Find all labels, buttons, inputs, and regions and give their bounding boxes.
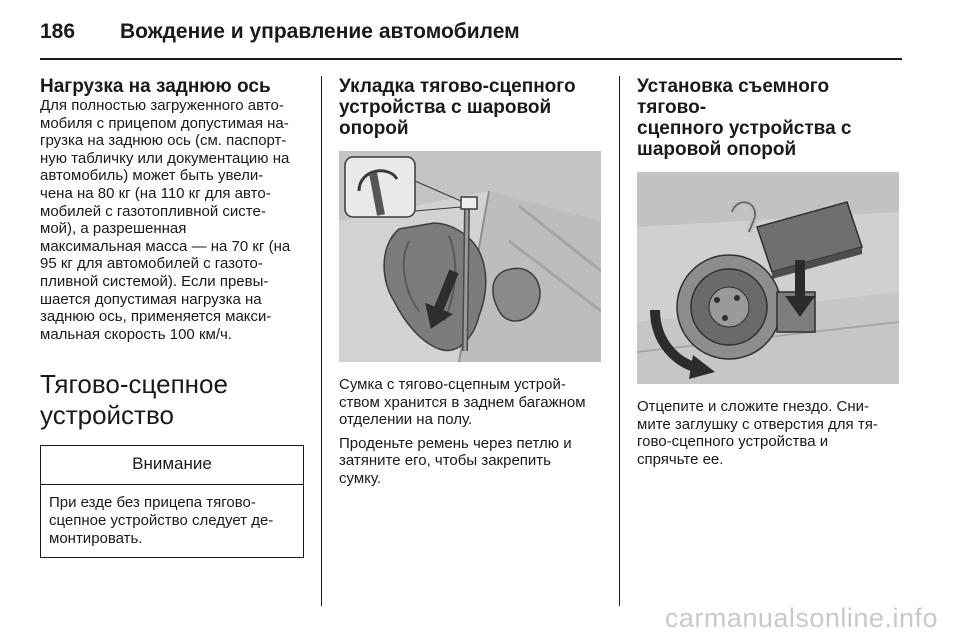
text-line: мобилей с газотопливной систе-	[40, 202, 266, 220]
socket-removal-illustration	[637, 172, 899, 384]
chapter-title-tow-bar	[40, 369, 306, 431]
text-line: заднюю ось, применяется макси-	[40, 308, 272, 326]
figure-caption-installation	[637, 398, 902, 468]
text-line: Проденьте ремень через петлю и	[339, 434, 572, 452]
text-line: сцепное устройство следует де-	[49, 511, 274, 529]
watermark: carmanualsonline.info	[664, 603, 938, 633]
text-line: гово-сцепного устройства и	[637, 433, 829, 451]
column-divider-1	[321, 76, 322, 606]
strap-instruction-paragraph	[339, 435, 607, 488]
text-line: сумку.	[339, 469, 382, 487]
text-line: максимальная масса — на 70 кг (на	[40, 237, 291, 255]
text-line: чена на 80 кг (на 110 кг для авто-	[40, 184, 271, 202]
title-line: устройство	[40, 400, 174, 431]
text-line: затяните его, чтобы закрепить	[339, 452, 551, 470]
text-line: ную табличку или документацию на	[40, 149, 290, 167]
column-3	[637, 76, 902, 468]
text-line: спрячьте ее.	[637, 450, 724, 468]
warning-title: Внимание	[41, 446, 303, 485]
running-title: Вождение и управление автомобилем	[120, 20, 520, 43]
warning-box	[40, 445, 304, 558]
text-line: При езде без прицепа тягово-	[49, 494, 256, 512]
column-divider-2	[619, 76, 620, 606]
section-title-rear-axle-load: Нагрузка на заднюю ось	[40, 76, 271, 97]
text-line: шается допустимая нагрузка на	[40, 290, 262, 308]
text-line: грузка на заднюю ось (см. паспорт-	[40, 132, 287, 150]
section-title-installation	[637, 76, 902, 160]
title-line: сцепного устройства с	[637, 118, 852, 139]
figure-caption-storage	[339, 376, 607, 429]
text-line: Отцепите и сложите гнездо. Сни-	[637, 398, 870, 415]
text-line: отделении на полу.	[339, 411, 473, 429]
section-title-storage	[339, 76, 607, 139]
figure-socket-removal	[637, 172, 902, 384]
title-line: устройства с шаровой опорой	[339, 97, 552, 139]
text-line: 95 кг для автомобилей с газото-	[40, 255, 263, 273]
text-line: мой), а разрешенная	[40, 220, 187, 238]
page-number: 186	[40, 20, 76, 43]
title-line: Укладка тягово-сцепного	[339, 76, 576, 97]
text-line: Сумка с тягово-сцепным устрой-	[339, 376, 566, 393]
text-line: пливной системой). Если превы-	[40, 272, 269, 290]
text-line: монтировать.	[49, 529, 143, 547]
column-1	[40, 76, 306, 558]
rear-axle-load-paragraph	[40, 97, 306, 343]
text-line: Для полностью загруженного авто-	[40, 97, 284, 114]
header-rule	[40, 58, 902, 60]
title-line: Тягово-сцепное	[40, 369, 228, 400]
warning-text	[41, 485, 303, 557]
title-line: Установка съемного тягово-	[637, 76, 830, 118]
column-2	[339, 76, 607, 488]
figure-tow-bar-bag	[339, 151, 607, 362]
text-line: мальная скорость 100 км/ч.	[40, 325, 232, 343]
text-line: ством хранится в заднем багажном	[339, 393, 586, 411]
text-line: мите заглушку с отверстия для тя-	[637, 415, 878, 433]
title-line: шаровой опорой	[637, 139, 797, 160]
tow-bar-bag-illustration	[339, 151, 601, 362]
text-line: автомобиль) может быть увели-	[40, 167, 264, 185]
text-line: мобиля с прицепом допустимая на-	[40, 114, 289, 132]
